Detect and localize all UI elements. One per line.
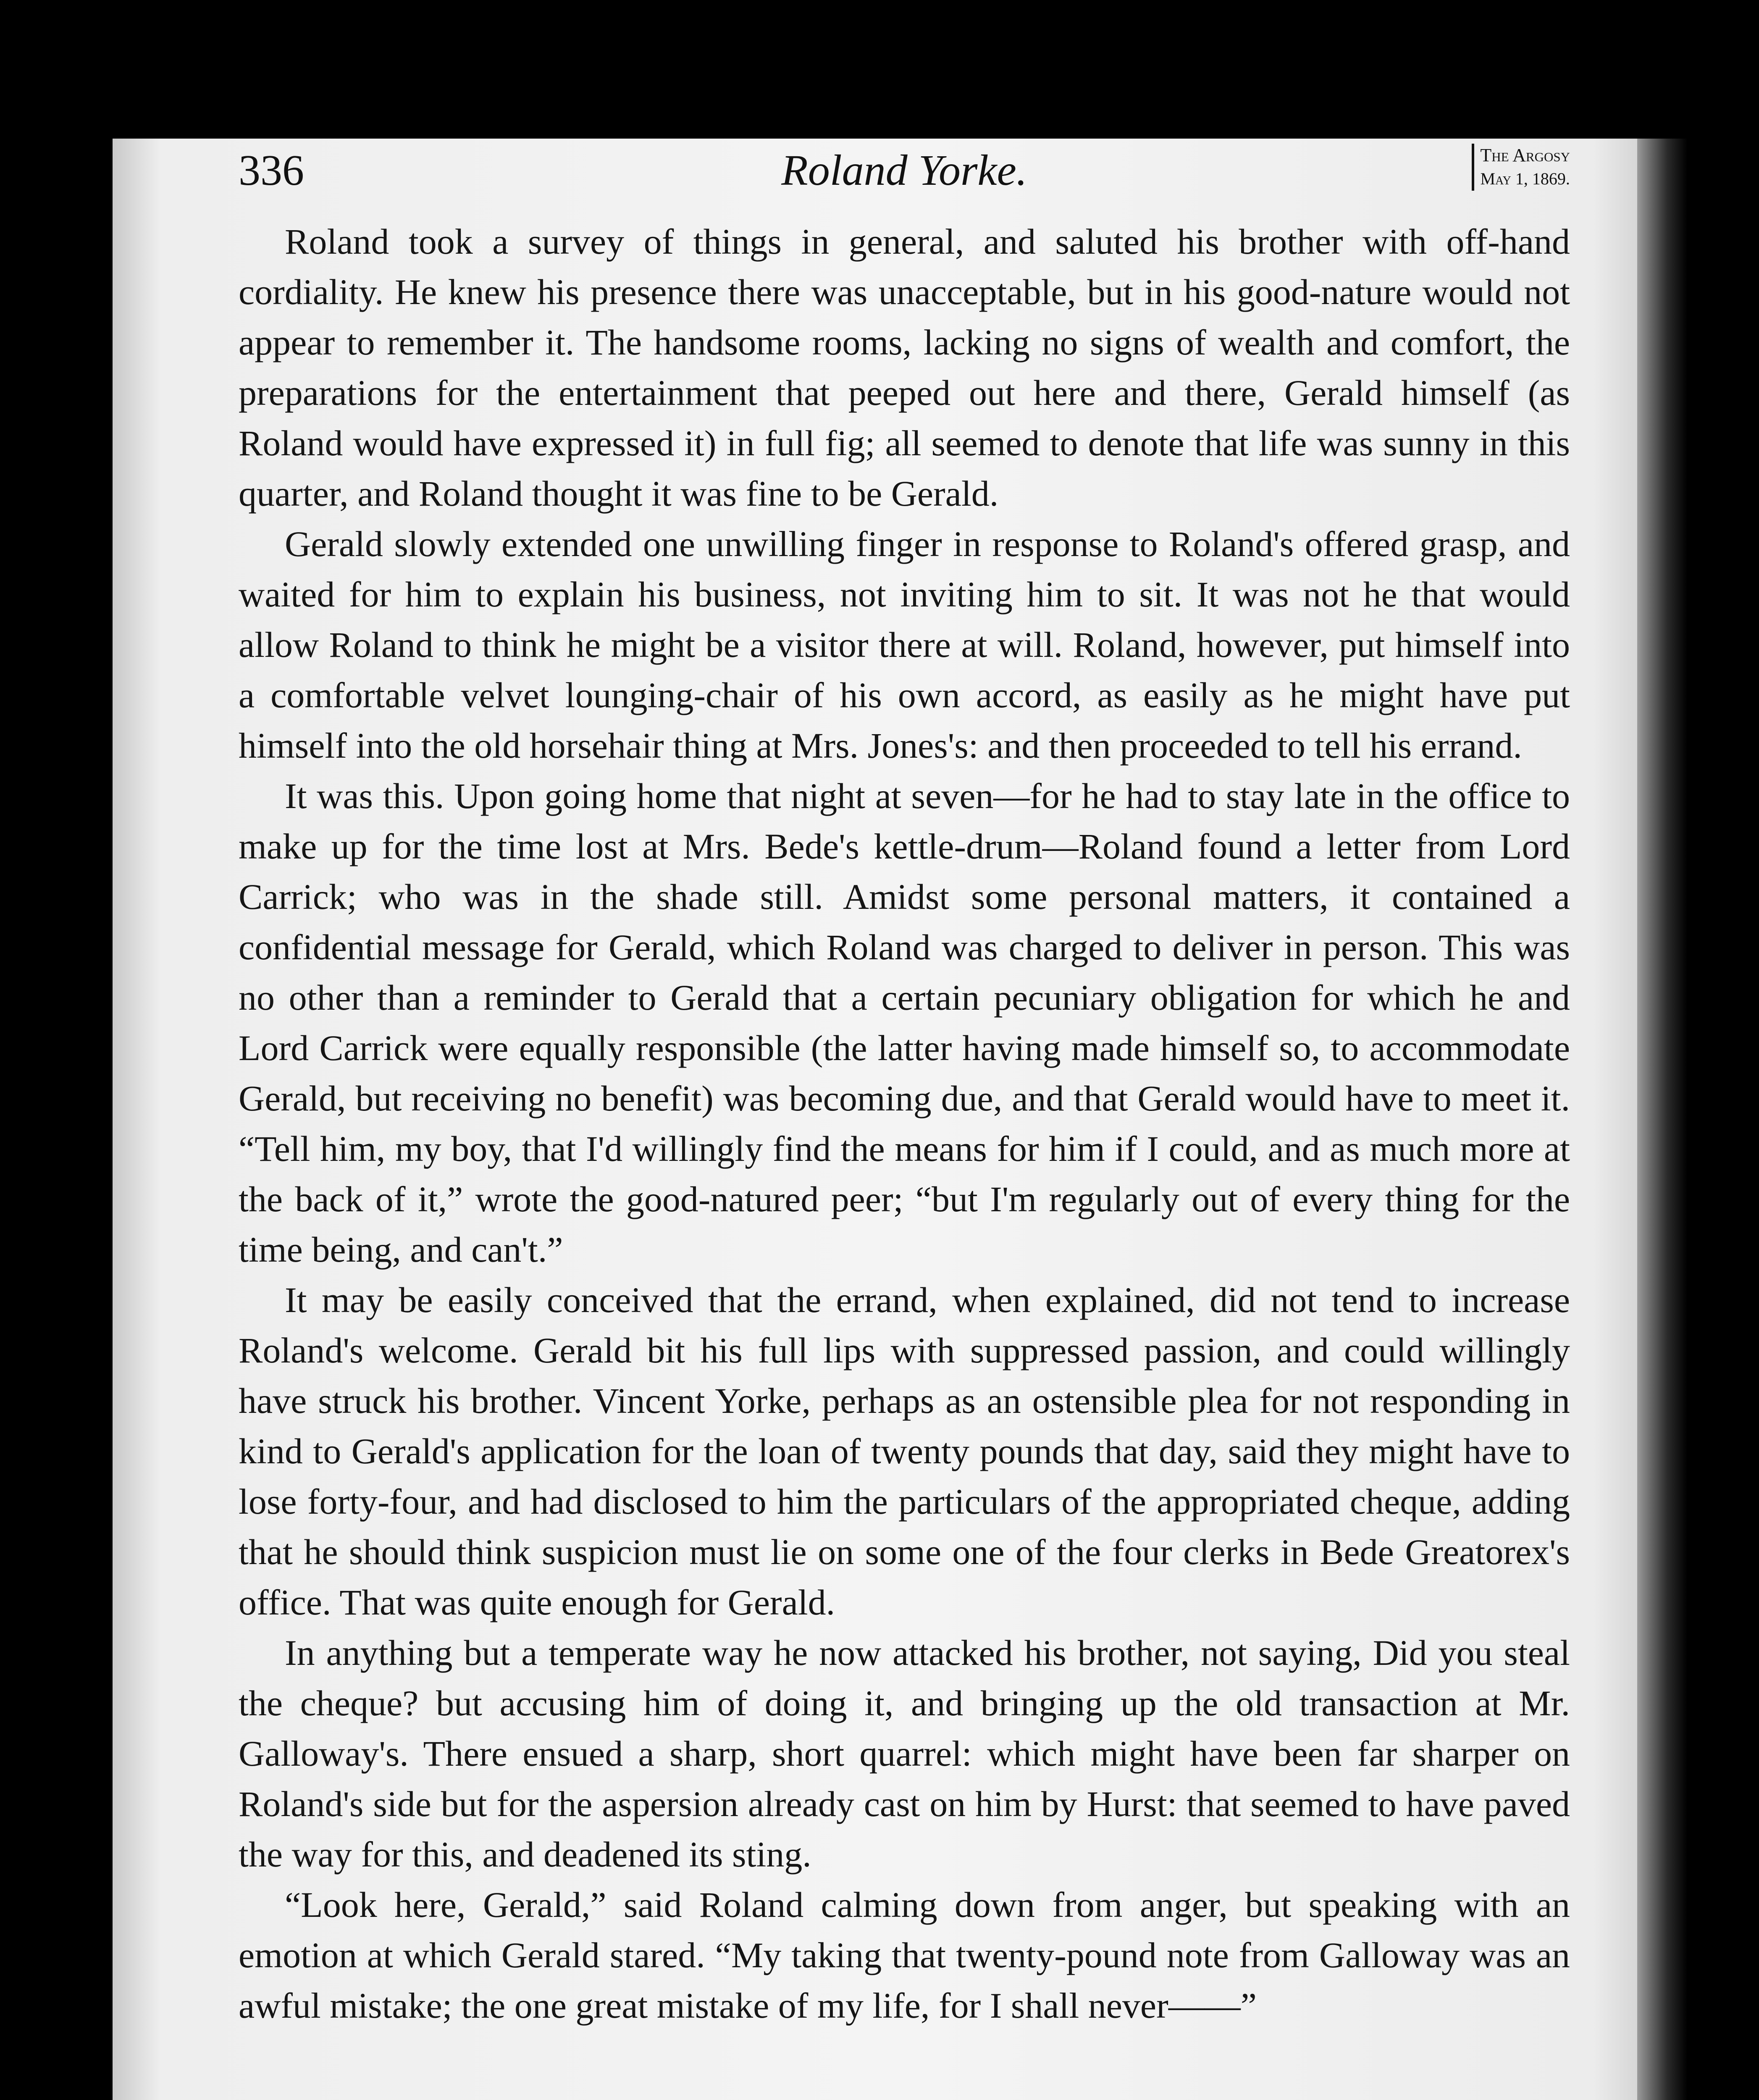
book-spine-shadow bbox=[1637, 139, 1688, 2100]
running-head bbox=[239, 141, 1570, 200]
paragraph: “Look here, Gerald,” said Roland calming down from anger, but speaking with an emotion at which Gerald stared. “My taking that twenty-pound note from Galloway was an awful mistake; the one great mistake of my life, for I shall never——” bbox=[239, 1885, 1570, 2026]
paragraph: It was this. Upon going home that night at seven—for he had to stay late in the office to make up for the time lost at Mrs. Bede's kettle-drum—Roland found a letter from Lord Carrick; who was in the shade still. Amidst some personal matters, it contained a confidential message for Gerald, which Roland was charged to deliver in person. This was no other than a reminder to Gerald that a certain pecuniary obligation for which he and Lord Carrick were equally responsible (the latter having made himself so, to accommodate Gerald, but receiving no benefit) was becoming due, and that Gerald would have to meet it. “Tell him, my boy, that I'd willingly find the means for him if I could, and as much more at the back of it,” wrote the good-natured peer; “but I'm regularly out of every thing for the time being, and can't.” bbox=[239, 776, 1570, 1270]
paragraph: It may be easily conceived that the errand, when explained, did not tend to increase Roland's welcome. Gerald bit his full lips with suppressed passion, and could willingly have struck his brother. Vincent Yorke, perhaps as an ostensible plea for not responding in kind to Gerald's application for the loan of twenty pounds that day, said they might have to lose forty-four, and had disclosed to him the particulars of the appropriated cheque, adding that he should think suspicion must lie on some one of the four clerks in Bede Greatorex's office. That was quite enough for Gerald. bbox=[239, 1280, 1570, 1622]
paragraph: Roland took a survey of things in general, and saluted his brother with off-hand cordiality. He knew his presence there was unacceptable, but in his good-nature would not appear to remember it. The handsome rooms, lacking no signs of wealth and comfort, the preparations for the entertainment that peeped out here and there, Gerald himself (as Roland would have expressed it) in full fig; all seemed to denote that life was sunny in this quarter, and Roland thought it was fine to be Gerald. bbox=[239, 221, 1570, 514]
body-text bbox=[239, 216, 1570, 2031]
issue-date: May 1, 1869. bbox=[1480, 169, 1570, 188]
paragraph: Gerald slowly extended one unwilling finger in response to Roland's offered grasp, and waited for him to explain his business, not inviting him to sit. It was not he that would allow Roland to think he might be a visitor there at will. Roland, however, put himself into a comfortable velvet lounging-chair of his own accord, as easily as he might have put himself into the old horsehair thing at Mrs. Jones's: and then proceeded to tell his errand. bbox=[239, 524, 1570, 766]
publication-name: The Argosy bbox=[1480, 145, 1570, 165]
paragraph: In anything but a temperate way he now attacked his brother, not saying, Did you steal the cheque? but accusing him of doing it, and bringing up the old transaction at Mr. Galloway's. There ensued a sharp, short quarrel: which might have been far sharper on Roland's side but for the aspersion already cast on him by Hurst: that seemed to have paved the way for this, and deadened its sting. bbox=[239, 1633, 1570, 1874]
issue-reference bbox=[1472, 144, 1570, 191]
running-title: Roland Yorke. bbox=[781, 146, 1027, 194]
page-number: 336 bbox=[239, 146, 304, 194]
